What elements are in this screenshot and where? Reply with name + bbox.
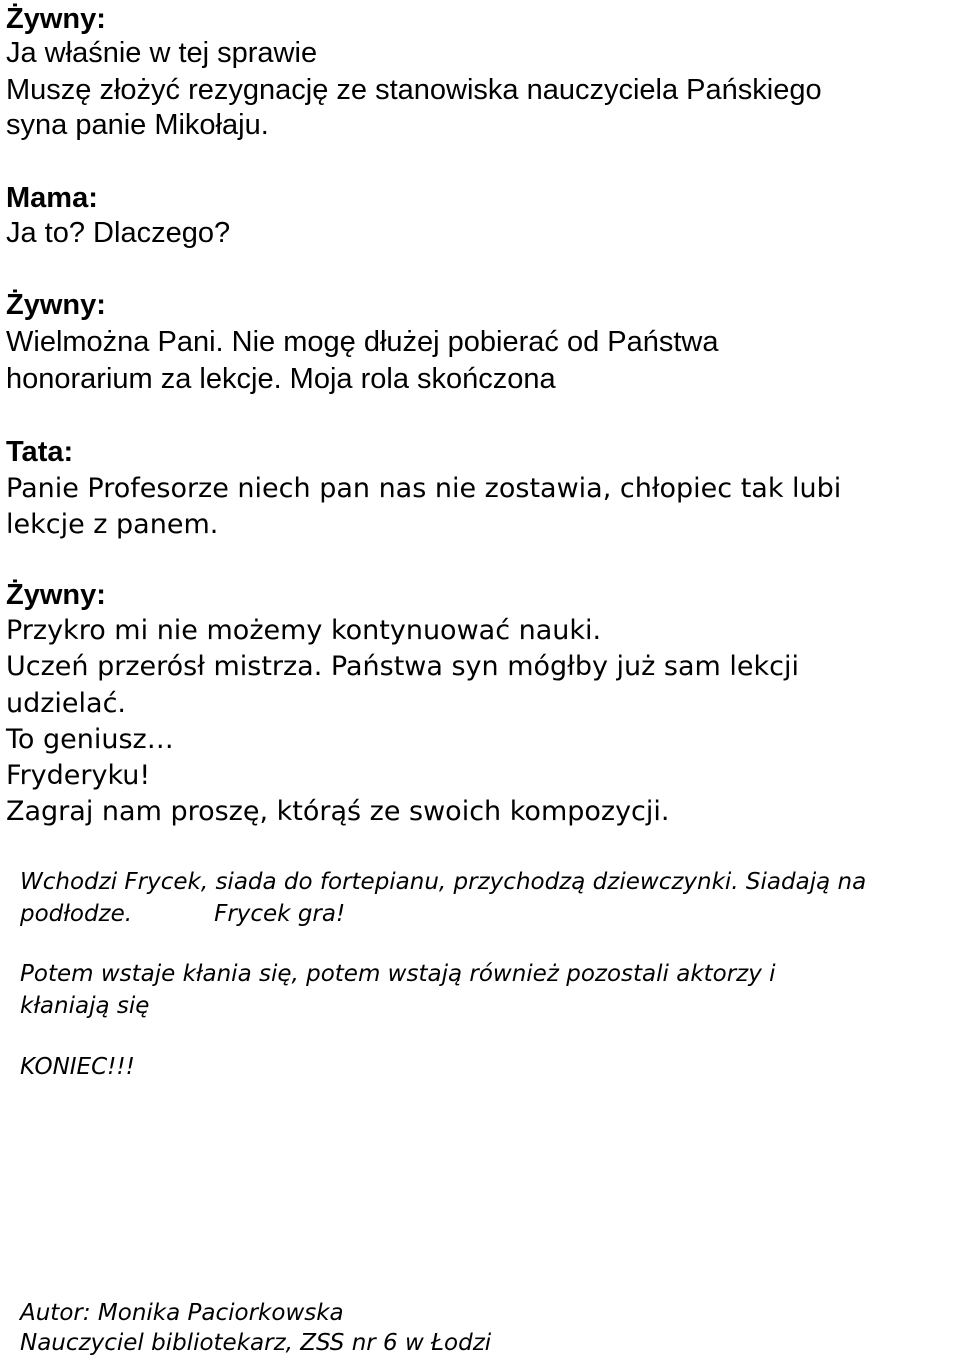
dialogue-line: To geniusz… [6, 724, 174, 755]
end-marker: KONIEC!!! [20, 1054, 135, 1080]
speaker-label: Żywny: [6, 289, 106, 321]
stage-direction: kłaniają się [20, 993, 150, 1019]
dialogue-line: syna panie Mikołaju. [6, 109, 269, 141]
dialogue-line: Uczeń przerósł mistrza. Państwa syn mógłby już sam lekcji [6, 651, 800, 682]
dialogue-line: Wielmożna Pani. Nie mogę dłużej pobierać od Państwa [6, 326, 719, 358]
speaker-label: Żywny: [6, 3, 106, 35]
dialogue-line: Ja właśnie w tej sprawie [6, 37, 318, 69]
stage-direction: Potem wstaje kłania się, potem wstają również pozostali aktorzy i [20, 961, 776, 987]
dialogue-line: lekcje z panem. [6, 509, 219, 540]
stage-direction-part: podłodze. [20, 901, 133, 927]
dialogue-line: Przykro mi nie możemy kontynuować nauki. [6, 615, 602, 646]
dialogue-line: Zagraj nam proszę, którąś ze swoich kompozycji. [6, 796, 670, 827]
speaker-label: Żywny: [6, 579, 106, 611]
speaker-label: Tata: [6, 436, 74, 468]
dialogue-line: honorarium za lekcje. Moja rola skończona [6, 363, 556, 395]
dialogue-line: Ja to? Dlaczego? [6, 217, 231, 249]
dialogue-line: Fryderyku! [6, 760, 151, 791]
stage-direction-part: Frycek gra! [214, 901, 346, 927]
affiliation-line: Nauczyciel bibliotekarz, ZSS nr 6 w Łodzi [20, 1330, 492, 1356]
dialogue-line: udzielać. [6, 688, 127, 719]
speaker-label: Mama: [6, 182, 98, 214]
dialogue-line: Muszę złożyć rezygnację ze stanowiska nauczyciela Pańskiego [6, 74, 822, 106]
stage-direction: Wchodzi Frycek, siada do fortepianu, przychodzą dziewczynki. Siadają na [20, 869, 867, 895]
dialogue-line: Panie Profesorze niech pan nas nie zostawia, chłopiec tak lubi [6, 473, 842, 504]
author-line: Autor: Monika Paciorkowska [20, 1300, 344, 1326]
stage-direction [20, 898, 345, 930]
